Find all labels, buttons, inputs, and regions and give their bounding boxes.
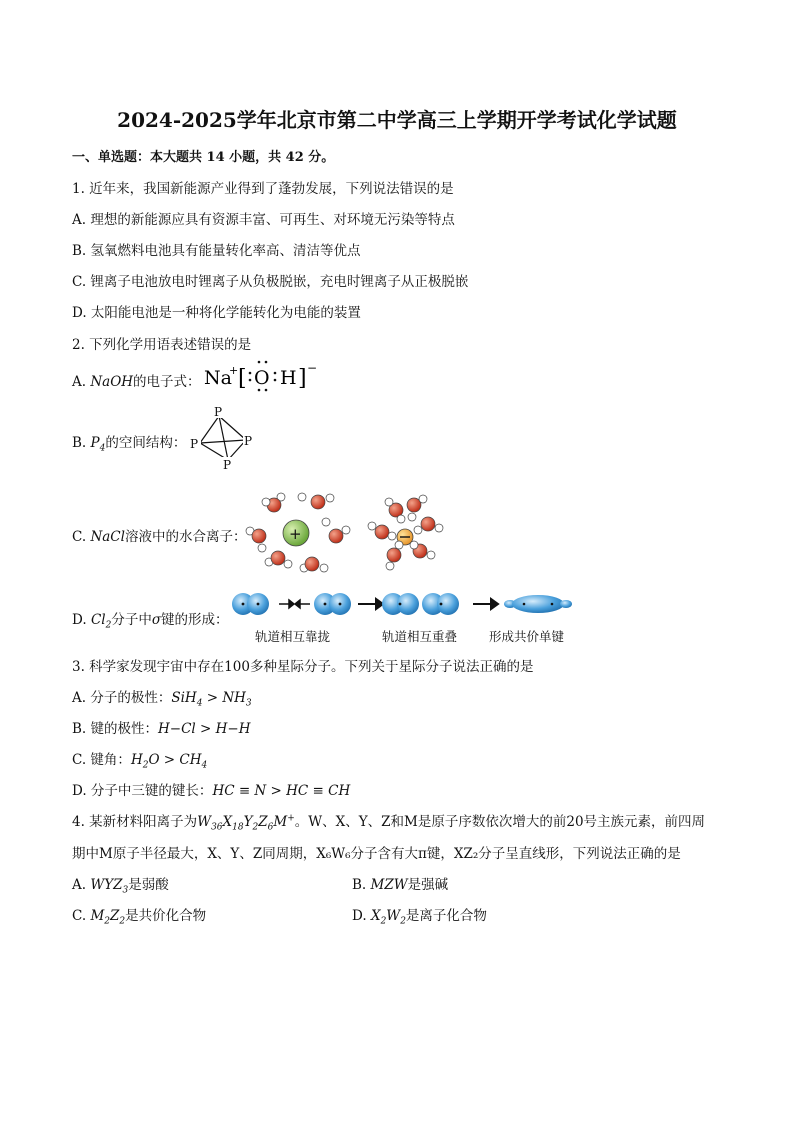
q4-c-formula: $M_2Z_2$ xyxy=(90,908,126,927)
q4-a-formula: $WYZ_3$ xyxy=(90,877,129,896)
q3-a-prefix: A. 分子的极性： xyxy=(72,690,172,706)
q4-stem-line2: 期中M原子半径最大，X、Y、Z同周期，X₆W₆分子含有大π键，XZ₂分子呈直线形，下列说法正确的是 xyxy=(72,846,681,862)
q1-option-b: B. 氢氧燃料电池具有能量转化率高、清洁等优点 xyxy=(72,243,361,259)
hydrated-ions-figure xyxy=(244,488,449,578)
section-heading: 一、单选题：本大题共 14 小题，共 42 分。 xyxy=(72,150,335,165)
q2-b-formula xyxy=(90,435,106,454)
q2-option-d xyxy=(72,608,229,631)
oh-charge: − xyxy=(307,361,318,375)
q3-option-d xyxy=(72,779,350,799)
q3-b-prefix: B. 键的极性： xyxy=(72,721,159,737)
h-symbol: H xyxy=(280,367,297,389)
p4-subscript: 4 xyxy=(99,443,106,454)
q4-option-d xyxy=(352,904,487,927)
q4-option-b xyxy=(352,873,448,893)
q3-option-b xyxy=(72,717,251,737)
hydrated-na-ion xyxy=(246,493,350,572)
electron-dot xyxy=(274,372,277,375)
q2-stem: 2. 下列化学用语表述错误的是 xyxy=(72,337,252,353)
q2-b-prefix: B. xyxy=(72,435,91,451)
arrow-right-icon xyxy=(358,599,383,609)
o-symbol: O xyxy=(254,367,270,389)
q3-d-prefix: D. 分子中三键的键长： xyxy=(72,783,213,799)
electron-dot xyxy=(274,379,277,382)
q3-c-prefix: C. 键角： xyxy=(72,752,131,768)
sigma-symbol: σ xyxy=(151,612,162,628)
q2-d-formula xyxy=(90,612,112,631)
q4-line1-suffix: 。W、X、Y、Z和M是原子序数依次增大的前20号主族元素，前四周 xyxy=(294,814,706,830)
q4-option-a xyxy=(72,873,169,896)
q2-a-suffix: 的电子式： xyxy=(133,374,201,390)
left-bracket: [ xyxy=(238,366,247,391)
q4-c-prefix: C. xyxy=(72,908,91,924)
q4-prefix: 4. 某新材料阳离子为 xyxy=(72,814,198,830)
orbitals-approaching-pair xyxy=(314,593,351,615)
p-atom: P xyxy=(223,458,232,472)
page-title: 2024-2025学年北京市第二中学高三上学期开学考试化学试题 xyxy=(117,108,677,132)
q2-a-prefix: A. xyxy=(72,374,91,390)
electron-dot xyxy=(249,372,252,375)
q2-option-c xyxy=(72,525,246,545)
q2-c-prefix: C. xyxy=(72,529,91,545)
q3-option-c xyxy=(72,748,207,771)
q4-b-formula: MZW xyxy=(370,877,408,893)
q2-c-formula: NaCl xyxy=(90,529,125,545)
cl2-symbol: Cl xyxy=(90,612,106,628)
q2-b-suffix: 的空间结构： xyxy=(105,435,187,451)
naoh-electron-formula xyxy=(200,356,325,394)
p-atom: P xyxy=(244,434,253,448)
q3-option-a xyxy=(72,686,252,709)
q4-d-prefix: D. xyxy=(352,908,371,924)
q2-d-mid: 分子中 xyxy=(111,612,152,628)
electron-dot xyxy=(249,379,252,382)
sigma-bond-formation-figure xyxy=(228,590,578,622)
q1-option-c: C. 锂离子电池放电时锂离子从负极脱嵌，充电时锂离子从正极脱嵌 xyxy=(72,274,469,290)
electron-dot xyxy=(265,389,268,392)
q3-a-formula: $SiH_4 > NH_3$ xyxy=(171,690,252,709)
q4-a-suffix: 是弱酸 xyxy=(128,877,169,893)
p-atom: P xyxy=(214,405,223,419)
q4-stem-line1 xyxy=(72,810,705,833)
q4-b-suffix: 是强碱 xyxy=(407,877,449,893)
p-atom: P xyxy=(190,437,199,451)
svg-text:+: + xyxy=(289,525,302,543)
caption-approaching: 轨道相互靠拢 xyxy=(255,629,331,644)
q3-d-formula: HC ≡ N > HC ≡ CH xyxy=(212,783,351,799)
q2-option-a xyxy=(72,370,201,390)
na-symbol: Na xyxy=(204,367,232,389)
q4-a-prefix: A. xyxy=(72,877,91,893)
caption-single-bond: 形成共价单键 xyxy=(489,629,565,644)
q1-option-d: D. 太阳能电池是一种将化学能转化为电能的装置 xyxy=(72,305,361,321)
caption-overlapping: 轨道相互重叠 xyxy=(382,629,458,644)
q2-option-b xyxy=(72,431,186,454)
orbitals-overlapping xyxy=(382,593,459,615)
q4-cation-formula: $W_{36}X_{18}Y_2Z_6M^+$ xyxy=(197,813,295,833)
q2-c-suffix: 溶液中的水合离子： xyxy=(124,529,247,545)
q3-b-formula: H−Cl > H−H xyxy=(158,721,251,737)
hydrated-cl-ion xyxy=(368,495,443,570)
p4-tetrahedron xyxy=(186,402,262,474)
cl2-subscript: 2 xyxy=(105,620,112,631)
q1-stem: 1. 近年来，我国新能源产业得到了蓬勃发展，下列说法错误的是 xyxy=(72,181,454,197)
electron-dot xyxy=(265,361,268,364)
q2-d-suffix: 键的形成： xyxy=(161,612,229,628)
q4-d-formula: $X_2W_2$ xyxy=(370,908,406,927)
q1-option-a: A. 理想的新能源应具有资源丰富、可再生、对环境无污染等特点 xyxy=(72,212,455,228)
arrow-right-icon xyxy=(279,600,294,608)
q4-option-c xyxy=(72,904,206,927)
q3-stem: 3. 科学家发现宇宙中存在100多种星际分子。下列关于星际分子说法正确的是 xyxy=(72,659,534,675)
electron-dot xyxy=(258,361,261,364)
na-charge: + xyxy=(229,364,239,377)
p4-symbol: P xyxy=(90,435,100,451)
q2-a-formula: NaOH xyxy=(90,374,134,390)
sigma-bond xyxy=(504,595,572,613)
q4-c-suffix: 是共价化合物 xyxy=(125,908,207,924)
arrow-left-icon xyxy=(295,600,310,608)
electron-dot xyxy=(258,389,261,392)
q4-d-suffix: 是离子化合物 xyxy=(405,908,487,924)
q4-b-prefix: B. xyxy=(352,877,371,893)
q3-c-formula: $H_2O > CH_4$ xyxy=(130,752,208,771)
right-bracket: ] xyxy=(298,366,307,391)
orbitals-approaching xyxy=(232,593,269,615)
arrow-right-icon xyxy=(473,599,498,609)
q2-d-prefix: D. xyxy=(72,612,91,628)
